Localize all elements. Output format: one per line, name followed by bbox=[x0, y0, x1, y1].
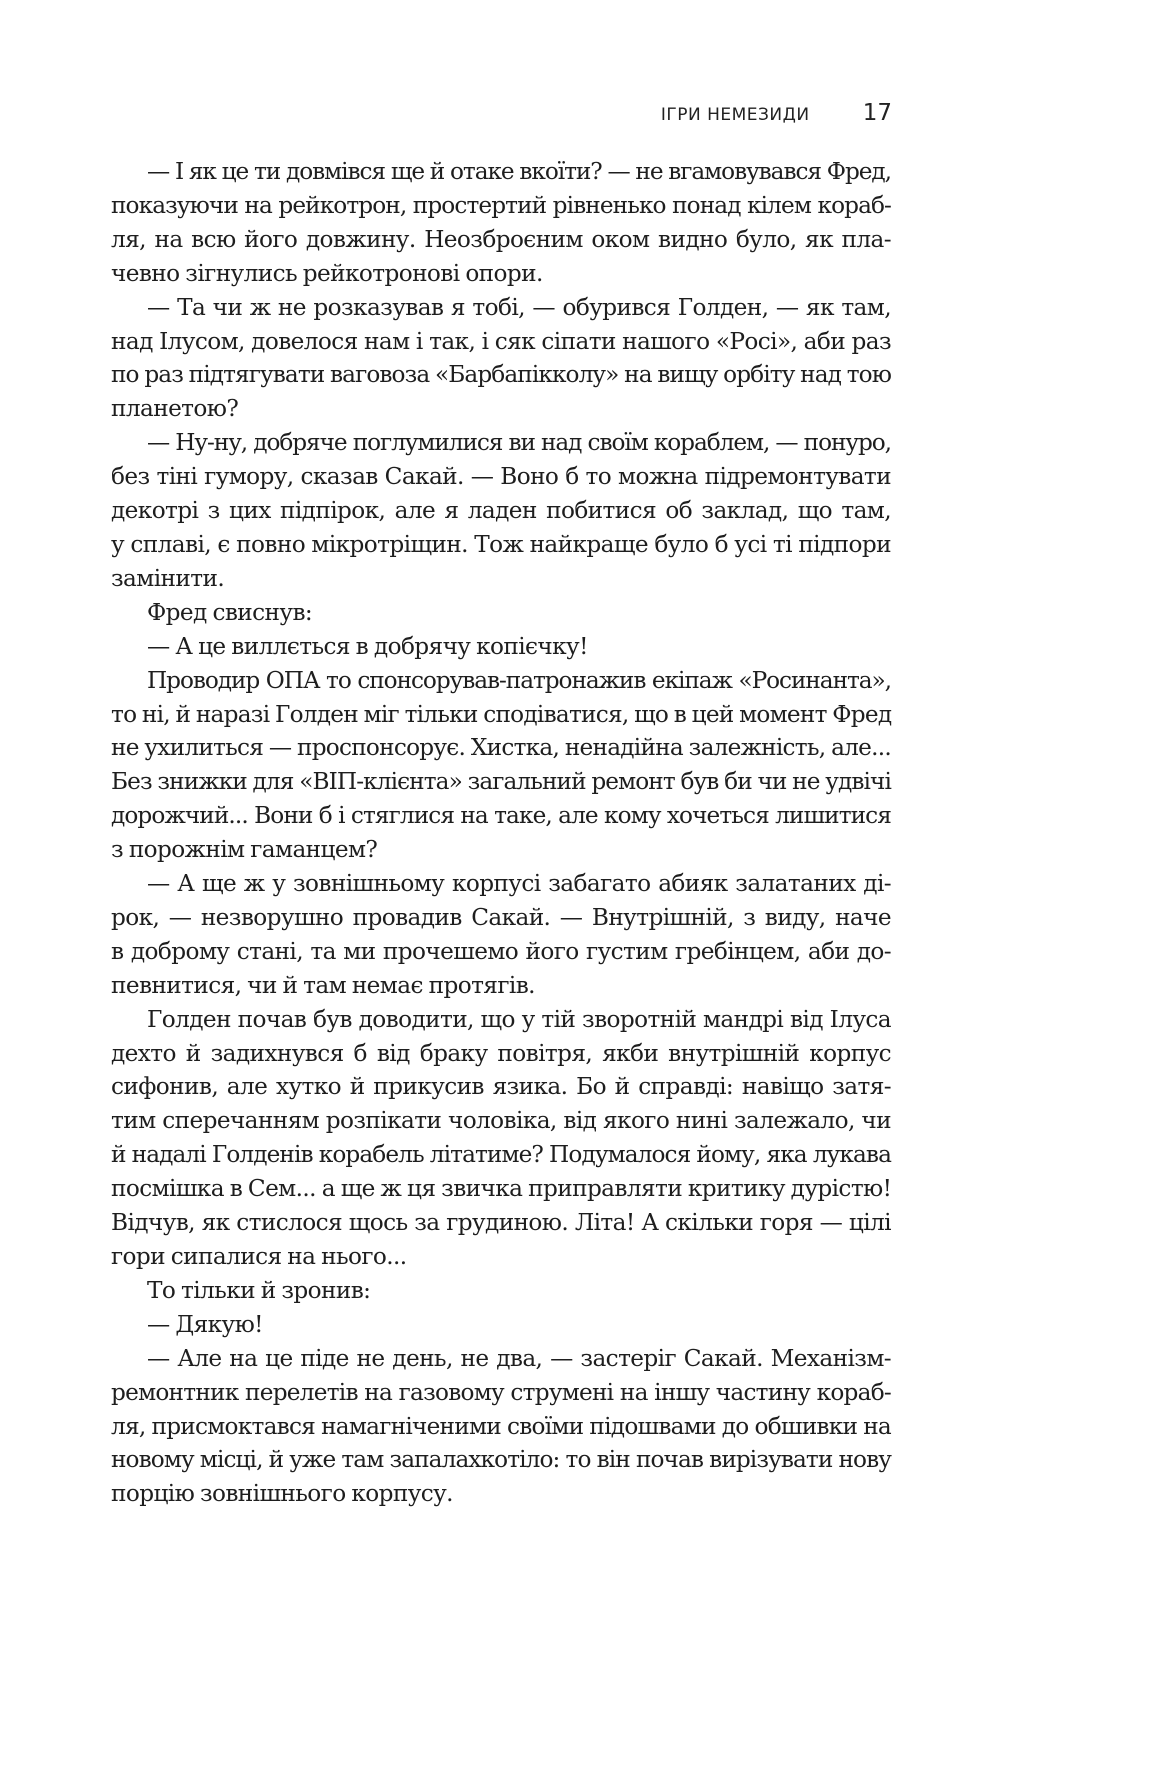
text-line: Без знижки для «ВІП-клієнта» загальний ремонт був би чи не удвічі bbox=[111, 768, 891, 796]
text-line: — Але на це піде не день, не два, — застеріг Сакай. Механізм- bbox=[147, 1344, 891, 1372]
text-line: то ні, й наразі Голден міг тільки сподіватися, що в цей момент Фред bbox=[111, 700, 892, 728]
text-line: Проводир ОПА то спонсорував-патронажив екіпаж «Росинанта», bbox=[147, 666, 891, 694]
text-line: з порожнім гаманцем? bbox=[111, 836, 378, 864]
paragraph bbox=[111, 426, 891, 596]
text-line: тим сперечанням розпікати чоловіка, від якого нині залежало, чи bbox=[111, 1107, 891, 1135]
text-line: декотрі з цих підпірок, але я ладен побитися об заклад, що там, bbox=[111, 497, 891, 525]
text-line: по раз підтягувати ваговоза «Барбапікколу» на вищу орбіту над тою bbox=[111, 361, 891, 389]
text-line: планетою? bbox=[111, 395, 239, 423]
paragraph bbox=[111, 1274, 891, 1308]
text-line: чевно зігнулись рейкотронові опори. bbox=[111, 259, 543, 287]
running-title: ІГРИ НЕМЕЗИДИ bbox=[660, 105, 810, 125]
text-line: без тіні гумору, сказав Сакай. — Воно б то можна підремонтувати bbox=[111, 463, 891, 491]
text-line: в доброму стані, та ми прочешемо його густим гребінцем, аби до- bbox=[111, 937, 891, 965]
text-line: у сплаві, є повно мікротріщин. Тож найкраще було б усі ті підпори bbox=[111, 530, 891, 558]
paragraph bbox=[111, 630, 891, 664]
text-line: — А ще ж у зовнішньому корпусі забагато абияк залатаних ді- bbox=[147, 870, 891, 898]
paragraph bbox=[111, 155, 891, 291]
text-line: й надалі Голденів корабель літатиме? Подумалося йому, яка лукава bbox=[111, 1141, 891, 1169]
text-line: показуючи на рейкотрон, простертий рівненько понад кілем кораб- bbox=[111, 191, 891, 219]
page-number: 17 bbox=[862, 100, 892, 126]
text-line: дорожчий... Вони б і стяглися на таке, але кому хочеться лишитися bbox=[111, 802, 891, 830]
running-head bbox=[0, 100, 892, 126]
text-line: — Ну-ну, добряче поглумилися ви над своїм кораблем, — понуро, bbox=[147, 429, 891, 457]
text-line: То тільки й зронив: bbox=[147, 1276, 371, 1304]
text-line: Фред свиснув: bbox=[147, 598, 313, 626]
paragraph bbox=[111, 596, 891, 630]
text-line: — А це виллється в добрячу копієчку! bbox=[147, 632, 588, 660]
text-line: над Ілусом, довелося нам і так, і сяк сіпати нашого «Росі», аби раз bbox=[111, 327, 891, 355]
text-line: Відчув, як стислося щось за грудиною. Літа! А скільки горя — цілі bbox=[111, 1209, 891, 1237]
text-line: гори сипалися на нього... bbox=[111, 1243, 407, 1270]
text-line: порцію зовнішнього корпусу. bbox=[111, 1480, 453, 1508]
text-line: рок, — незворушно провадив Сакай. — Внутрішній, з виду, наче bbox=[111, 903, 891, 931]
paragraph bbox=[111, 291, 891, 427]
text-line: — І як це ти довмівся ще й отаке вкоїти? — не вгамовувався Фред, bbox=[147, 158, 891, 185]
text-line: не ухилиться — проспонсорує. Хистка, ненадійна залежність, але... bbox=[111, 734, 891, 762]
text-line: сифонив, але хутко й прикусив язика. Бо й справді: навіщо затя- bbox=[111, 1073, 891, 1101]
text-line: — Та чи ж не розказував я тобі, — обурився Голден, — як там, bbox=[147, 293, 891, 321]
text-line: певнитися, чи й там немає протягів. bbox=[111, 971, 535, 999]
text-line: — Дякую! bbox=[147, 1310, 263, 1338]
paragraph bbox=[111, 1003, 891, 1274]
text-line: ля, присмоктався намагніченими своїми підошвами до обшивки на bbox=[111, 1412, 891, 1440]
paragraph bbox=[111, 867, 891, 1003]
text-line: Голден почав був доводити, що у тій зворотній мандрі від Ілуса bbox=[147, 1005, 891, 1033]
paragraph bbox=[111, 1308, 891, 1342]
paragraph bbox=[111, 664, 891, 867]
text-line: дехто й задихнувся б від браку повітря, якби внутрішній корпус bbox=[111, 1039, 891, 1067]
text-line: замінити. bbox=[111, 564, 225, 592]
text-line: ремонтник перелетів на газовому струмені на іншу частину кораб- bbox=[111, 1378, 891, 1406]
paragraph bbox=[111, 1342, 891, 1512]
text-line: посмішка в Сем... а ще ж ця звичка приправляти критику дурістю! bbox=[111, 1175, 892, 1203]
body-text bbox=[111, 155, 891, 1511]
text-line: новому місці, й уже там запалахкотіло: то він почав вирізувати нову bbox=[111, 1446, 891, 1474]
text-line: ля, на всю його довжину. Неозброєним оком видно було, як пла- bbox=[111, 225, 891, 253]
